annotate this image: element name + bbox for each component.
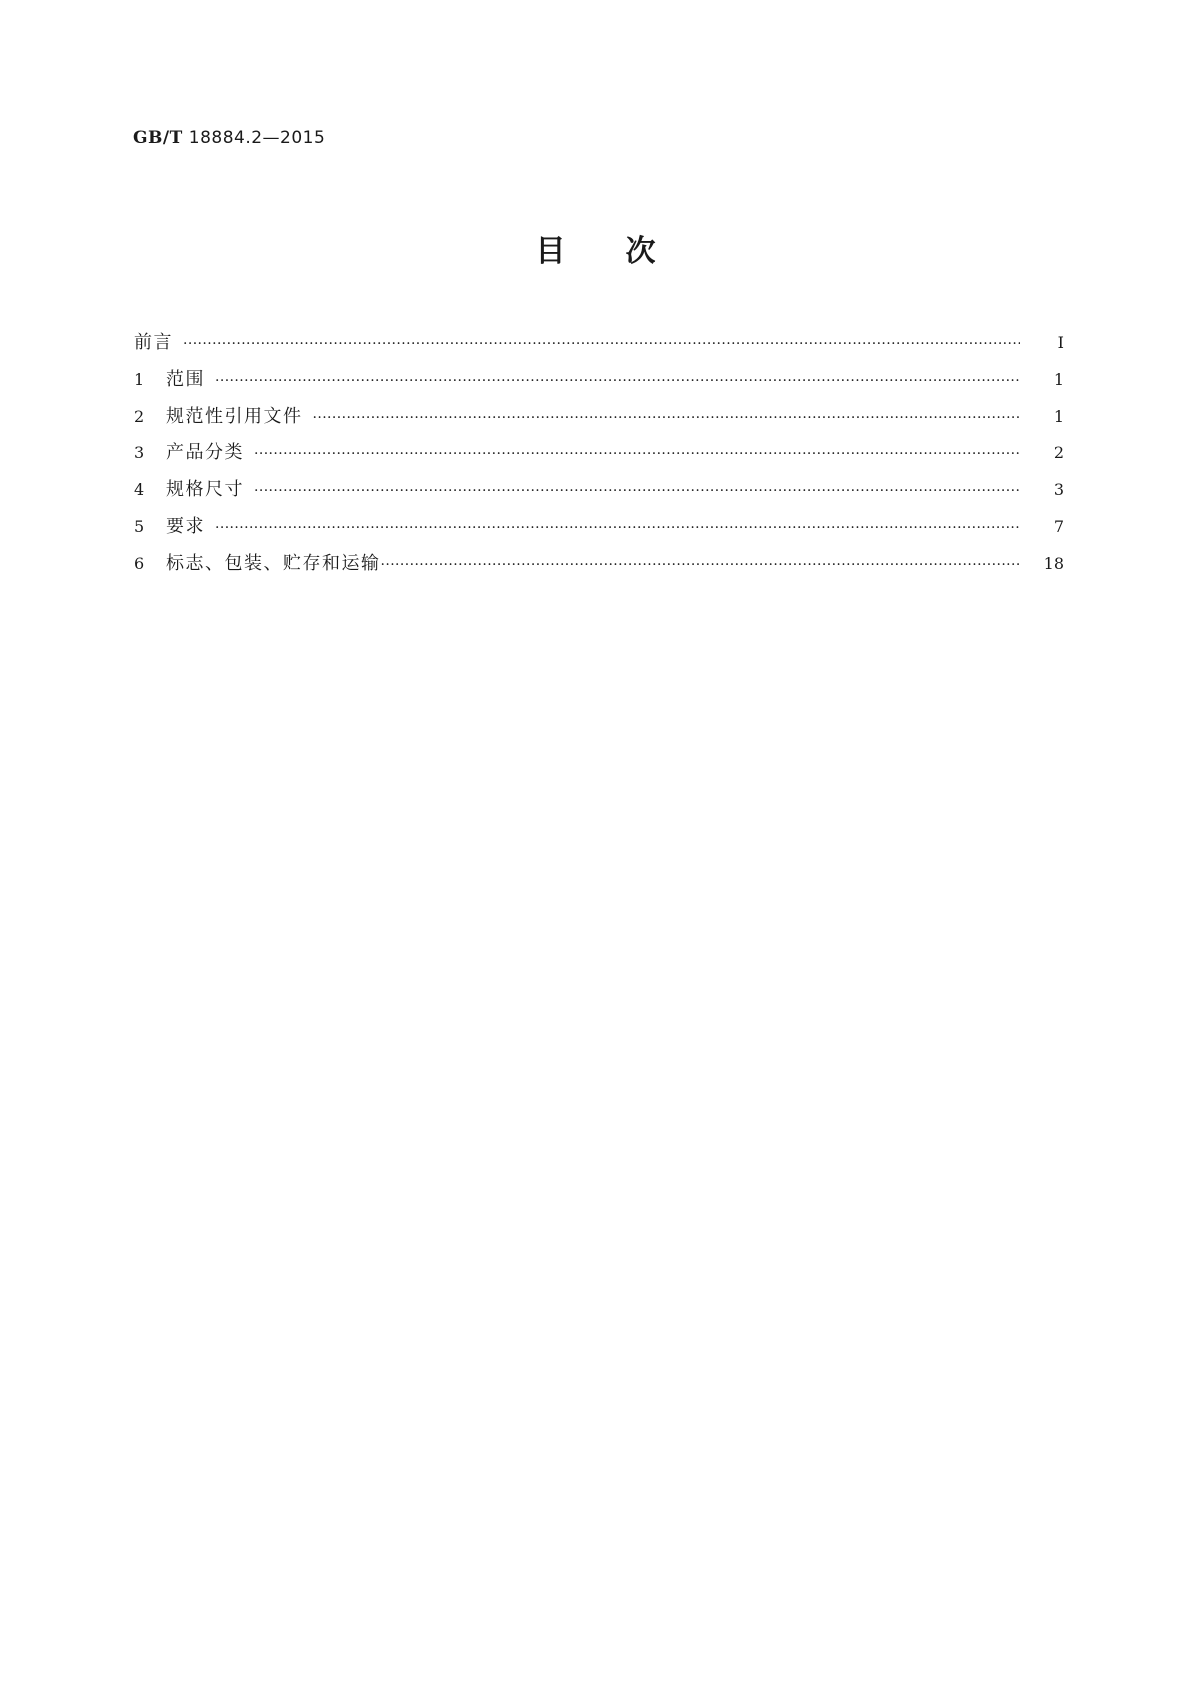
toc-entry-page: 1 <box>1053 369 1064 389</box>
toc-dot-leader <box>183 336 1020 352</box>
toc-entry-page: 3 <box>1053 480 1064 500</box>
toc-entry-label: 前言 <box>134 332 173 353</box>
toc-entry-2[interactable] <box>134 402 1064 439</box>
toc-entry-label: 标志、包装、贮存和运输 <box>166 552 381 574</box>
toc-entry-1[interactable] <box>134 365 1064 402</box>
toc-entry-number: 6 <box>134 553 145 573</box>
toc-title-char-1: 目 <box>535 234 566 269</box>
toc-entry-number: 5 <box>134 516 145 536</box>
toc-dot-leader <box>254 446 1020 462</box>
toc-entry-label: 产品分类 <box>166 442 244 464</box>
standard-number: 18884.2—2015 <box>188 128 326 148</box>
toc-entry-page: 1 <box>1053 406 1064 426</box>
toc-title <box>0 226 1191 270</box>
standard-code: GB/T <box>133 128 183 148</box>
toc-dot-leader <box>215 520 1020 536</box>
toc-entry-label: 规格尺寸 <box>166 479 244 501</box>
toc-dot-leader <box>313 410 1021 426</box>
toc-list <box>134 328 1064 586</box>
toc-entry-number: 1 <box>134 369 145 389</box>
toc-dot-leader <box>381 557 1021 573</box>
toc-entry-label: 规范性引用文件 <box>166 405 303 427</box>
toc-dot-leader <box>215 373 1020 389</box>
toc-entry-page: 18 <box>1043 553 1064 573</box>
toc-entry-page: 2 <box>1053 443 1064 463</box>
toc-entry-number: 2 <box>134 406 145 426</box>
toc-entry-number: 3 <box>134 443 145 463</box>
toc-entry-4[interactable] <box>134 475 1064 512</box>
toc-dot-leader <box>254 483 1020 499</box>
toc-entry-6[interactable] <box>134 549 1064 586</box>
toc-entry-foreword[interactable] <box>134 328 1064 365</box>
toc-title-char-2: 次 <box>625 234 656 269</box>
toc-entry-page: Ⅰ <box>1057 333 1064 352</box>
toc-entry-page: 7 <box>1053 516 1064 536</box>
toc-entry-5[interactable] <box>134 512 1064 549</box>
toc-entry-label: 范围 <box>166 368 205 390</box>
toc-entry-number: 4 <box>134 480 145 500</box>
toc-entry-3[interactable] <box>134 438 1064 475</box>
document-header <box>133 128 325 148</box>
toc-entry-label: 要求 <box>166 515 205 537</box>
